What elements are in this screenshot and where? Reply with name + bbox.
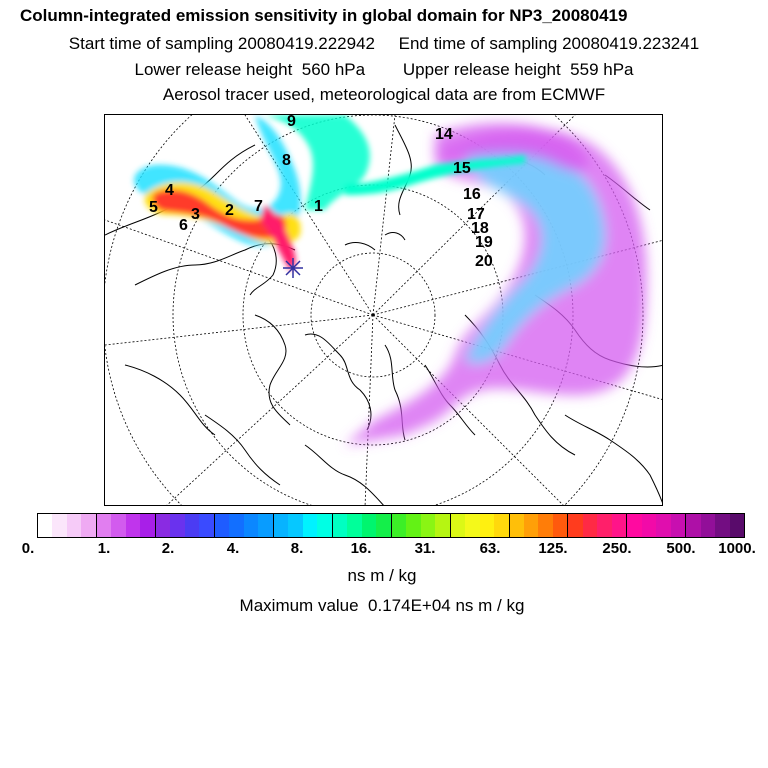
day-label: 20 [475, 253, 493, 270]
colorbar-cell [274, 514, 288, 537]
colorbar-tick: 250. [602, 540, 632, 557]
colorbar-cell [317, 514, 332, 537]
colorbar-cell [140, 514, 155, 537]
colorbar-cell [480, 514, 494, 537]
day-label: 6 [179, 217, 188, 234]
day-label: 19 [475, 234, 493, 251]
colorbar-tick: 1. [97, 540, 111, 557]
colorbar-cell [538, 514, 552, 537]
colorbar-tick: 2. [161, 540, 175, 557]
sampling-time-line: Start time of sampling 20080419.222942 End time of sampling 20080419.223241 [68, 34, 700, 53]
colorbar-tick: 125. [538, 540, 568, 557]
colorbar-cell [215, 514, 229, 537]
colorbar-cell [288, 514, 302, 537]
colorbar-cell [730, 514, 744, 537]
colorbar-cell [185, 514, 199, 537]
colorbar-cell [199, 514, 214, 537]
colorbar-cell [170, 514, 184, 537]
colorbar-cell [435, 514, 450, 537]
colorbar-cell [258, 514, 273, 537]
colorbar-ticks [0, 540, 768, 560]
colorbar-tick: 31. [414, 540, 436, 557]
colorbar-cell [244, 514, 258, 537]
plot-title: Column-integrated emission sensitivity in global domain for NP3_20080419 [20, 6, 628, 25]
colorbar-cell [494, 514, 509, 537]
colorbar-cell [597, 514, 611, 537]
colorbar-cell [111, 514, 125, 537]
colorbar-cell [156, 514, 170, 537]
colorbar-cell [126, 514, 140, 537]
colorbar-units: ns m / kg [347, 566, 417, 585]
colorbar-cell [671, 514, 686, 537]
colorbar-cell [392, 514, 406, 537]
colorbar-tick: 4. [226, 540, 240, 557]
colorbar-cell [612, 514, 627, 537]
maximum-value: Maximum value 0.174E+04 ns m / kg [239, 596, 525, 615]
colorbar-tick: 63. [479, 540, 501, 557]
day-label: 18 [471, 220, 489, 237]
release-height-line: Lower release height 560 hPa Upper release height 559 hPa [134, 60, 634, 79]
colorbar-cell [421, 514, 435, 537]
day-label: 8 [282, 152, 291, 169]
colorbar-cell [67, 514, 81, 537]
colorbar-cell [81, 514, 96, 537]
day-label: 7 [254, 198, 263, 215]
colorbar-tick: 0. [21, 540, 35, 557]
day-label: 1 [314, 198, 323, 215]
colorbar-cell [465, 514, 479, 537]
colorbar-cell [568, 514, 582, 537]
day-label: 9 [287, 115, 296, 130]
colorbar-cell [627, 514, 641, 537]
colorbar-cell [510, 514, 524, 537]
colorbar-cell [451, 514, 465, 537]
star-icon [283, 258, 303, 278]
colorbar-cell [642, 514, 656, 537]
colorbar-cell [362, 514, 376, 537]
day-label: 3 [191, 206, 200, 223]
colorbar-cell [553, 514, 568, 537]
colorbar-cell [333, 514, 347, 537]
day-label: 4 [165, 182, 174, 199]
colorbar-cell [406, 514, 420, 537]
tracer-info-line: Aerosol tracer used, meteorological data are from ECMWF [162, 85, 606, 104]
colorbar-cell [656, 514, 670, 537]
day-label: 14 [435, 126, 453, 143]
day-label: 16 [463, 186, 481, 203]
colorbar-cell [686, 514, 700, 537]
colorbar-cell [38, 514, 52, 537]
sensitivity-plume [345, 123, 647, 445]
colorbar-cell [524, 514, 538, 537]
colorbar [37, 513, 745, 538]
colorbar-cell [303, 514, 317, 537]
colorbar-cell [376, 514, 391, 537]
colorbar-cell [347, 514, 361, 537]
day-label: 2 [225, 202, 234, 219]
day-label: 5 [149, 199, 158, 216]
polar-map [104, 114, 663, 506]
colorbar-tick: 1000. [718, 540, 756, 557]
colorbar-cell [97, 514, 111, 537]
colorbar-cell [715, 514, 729, 537]
colorbar-cell [52, 514, 66, 537]
day-label: 15 [453, 160, 471, 177]
colorbar-tick: 16. [350, 540, 372, 557]
day-label: 17 [467, 206, 485, 223]
colorbar-cell [701, 514, 715, 537]
colorbar-cell [229, 514, 243, 537]
colorbar-tick: 500. [666, 540, 696, 557]
colorbar-tick: 8. [290, 540, 304, 557]
colorbar-cell [583, 514, 597, 537]
